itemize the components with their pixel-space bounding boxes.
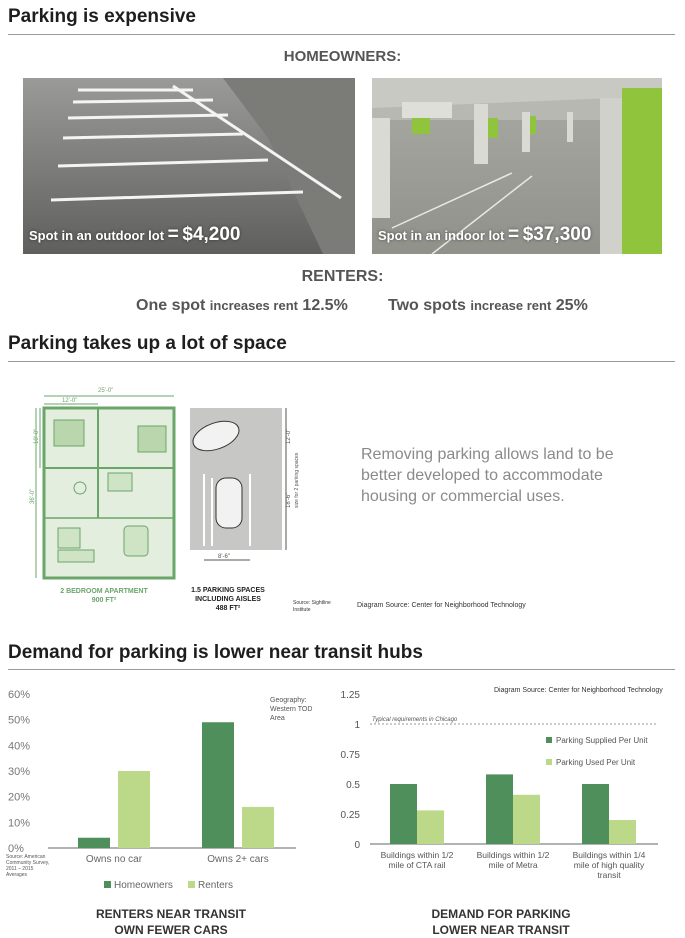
y-tick-label: 20% <box>8 791 31 804</box>
x-tick-label: transit <box>597 870 621 880</box>
chart-source: 2011 – 2015 <box>6 866 34 872</box>
outdoor-equals: = <box>167 224 179 245</box>
bar <box>513 795 540 844</box>
dim-room-height: 10'-0" <box>34 428 40 444</box>
legend-label: Renters <box>198 880 234 891</box>
y-tick-label: 60% <box>8 689 31 701</box>
two-spots-middle: increase rent <box>470 298 552 313</box>
indoor-caption-text: Spot in an indoor lot <box>378 228 505 243</box>
right-chart-caption <box>386 906 616 938</box>
left-caption-line-2: OWN FEWER CARS <box>114 923 228 937</box>
park-dim-width: 8'-6" <box>218 554 230 560</box>
outdoor-lot-photo <box>23 78 355 254</box>
space-body-text: Removing parking allows land to be better developed to accommodate housing or commercial uses. <box>361 446 614 505</box>
y-tick-label: 0.75 <box>340 750 360 761</box>
one-spot-rent <box>136 297 348 315</box>
section-title-demand: Demand for parking is lower near transit hubs <box>8 642 423 663</box>
section-title-space: Parking takes up a lot of space <box>8 333 287 354</box>
park-dim-bottom: 18'-6" <box>286 492 292 508</box>
x-tick-label: Buildings within 1/2 <box>476 850 550 860</box>
apt-area: 900 FT² <box>91 597 117 604</box>
geography-annotation: Western TOD <box>270 706 313 713</box>
indoor-garage-caption <box>378 224 591 246</box>
y-tick-label: 0.25 <box>340 810 360 821</box>
outdoor-lot-caption <box>29 224 241 246</box>
legend-swatch <box>546 737 552 743</box>
chart-source: Community Survey, <box>6 860 50 866</box>
x-tick-label: mile of high quality <box>573 860 645 870</box>
dim-width: 25'-0" <box>98 388 114 394</box>
indoor-equals: = <box>508 224 520 245</box>
x-tick-label: mile of CTA rail <box>388 860 446 870</box>
plan-source-2: Institute <box>293 607 311 613</box>
parking-demand-chart <box>336 680 666 900</box>
plan-source-1: Source: Sightline <box>293 600 331 606</box>
car-ownership-chart <box>4 680 313 900</box>
y-tick-label: 50% <box>8 714 31 727</box>
legend-label: Homeowners <box>114 880 173 891</box>
homeowners-label: HOMEOWNERS: <box>283 48 402 65</box>
bar <box>417 810 444 844</box>
section-rule <box>8 34 675 35</box>
one-spot-value: 12.5% <box>302 297 348 314</box>
x-tick-label: mile of Metra <box>488 860 538 870</box>
x-tick-label: Buildings within 1/4 <box>572 850 646 860</box>
chart-source: Source: American <box>6 854 46 860</box>
apartment-plan <box>30 388 174 604</box>
two-spots-lead: Two spots <box>388 297 466 314</box>
section-rule <box>8 669 675 670</box>
one-spot-middle: increases rent <box>209 298 298 313</box>
section-title-expensive: Parking is expensive <box>8 6 196 27</box>
bar <box>390 784 417 844</box>
y-tick-label: 1.25 <box>340 690 360 701</box>
dim-height: 36'-0" <box>30 488 36 504</box>
park-side-note: size for 2 parking spaces <box>294 452 300 508</box>
right-caption-line-1: DEMAND FOR PARKING <box>431 907 571 921</box>
bar <box>486 774 513 844</box>
legend-swatch <box>104 881 111 888</box>
park-label-2: INCLUDING AISLES <box>195 596 261 603</box>
chart-source: Averages <box>6 872 28 878</box>
x-tick-label: Owns no car <box>85 854 143 865</box>
y-tick-label: 1 <box>354 720 360 731</box>
y-tick-label: 30% <box>8 766 31 778</box>
apt-label: 2 BEDROOM APARTMENT <box>60 588 148 595</box>
indoor-garage-photo <box>372 78 662 254</box>
park-area: 488 FT² <box>215 605 241 612</box>
legend-swatch <box>546 759 552 765</box>
two-spots-value: 25% <box>555 297 588 314</box>
legend-label: Parking Supplied Per Unit <box>556 736 648 745</box>
two-spots-rent <box>388 297 588 315</box>
outdoor-caption-text: Spot in an outdoor lot <box>29 228 165 243</box>
park-dim-top: 12'-0" <box>286 428 292 444</box>
reference-line-label: Typical requirements in Chicago <box>372 717 458 723</box>
parking-plan <box>189 408 331 613</box>
dim-room-width: 12'-0" <box>62 398 78 404</box>
bar <box>609 820 636 844</box>
y-tick-label: 0 <box>354 840 360 851</box>
x-tick-label: Owns 2+ cars <box>207 854 269 865</box>
legend-label: Parking Used Per Unit <box>556 758 636 767</box>
geography-annotation: Area <box>270 715 285 722</box>
legend-swatch <box>188 881 195 888</box>
renters-label: RENTERS: <box>301 268 384 285</box>
left-chart-caption <box>56 906 286 938</box>
demand-diagram-source: Diagram Source: Center for Neighborhood Technology <box>494 687 663 694</box>
park-label-1: 1.5 PARKING SPACES <box>191 587 265 594</box>
section-rule <box>8 361 675 362</box>
right-caption-line-2: LOWER NEAR TRANSIT <box>432 923 570 937</box>
one-spot-lead: One spot <box>136 297 206 314</box>
bar <box>118 771 150 848</box>
y-tick-label: 0% <box>8 843 24 855</box>
indoor-price: $37,300 <box>522 224 592 245</box>
x-tick-label: Buildings within 1/2 <box>380 850 454 860</box>
space-diagram-source: Diagram Source: Center for Neighborhood Technology <box>357 602 526 609</box>
y-tick-label: 0.5 <box>346 780 360 791</box>
left-caption-line-1: RENTERS NEAR TRANSIT <box>95 907 246 921</box>
y-tick-label: 40% <box>8 740 31 753</box>
bar <box>242 807 274 848</box>
bar <box>582 784 609 844</box>
geography-annotation: Geography: <box>270 697 307 704</box>
y-tick-label: 10% <box>8 817 31 830</box>
bar <box>78 838 110 848</box>
apartment-vs-parking-diagram <box>28 378 340 618</box>
bar <box>202 722 234 848</box>
outdoor-price: $4,200 <box>182 224 241 245</box>
